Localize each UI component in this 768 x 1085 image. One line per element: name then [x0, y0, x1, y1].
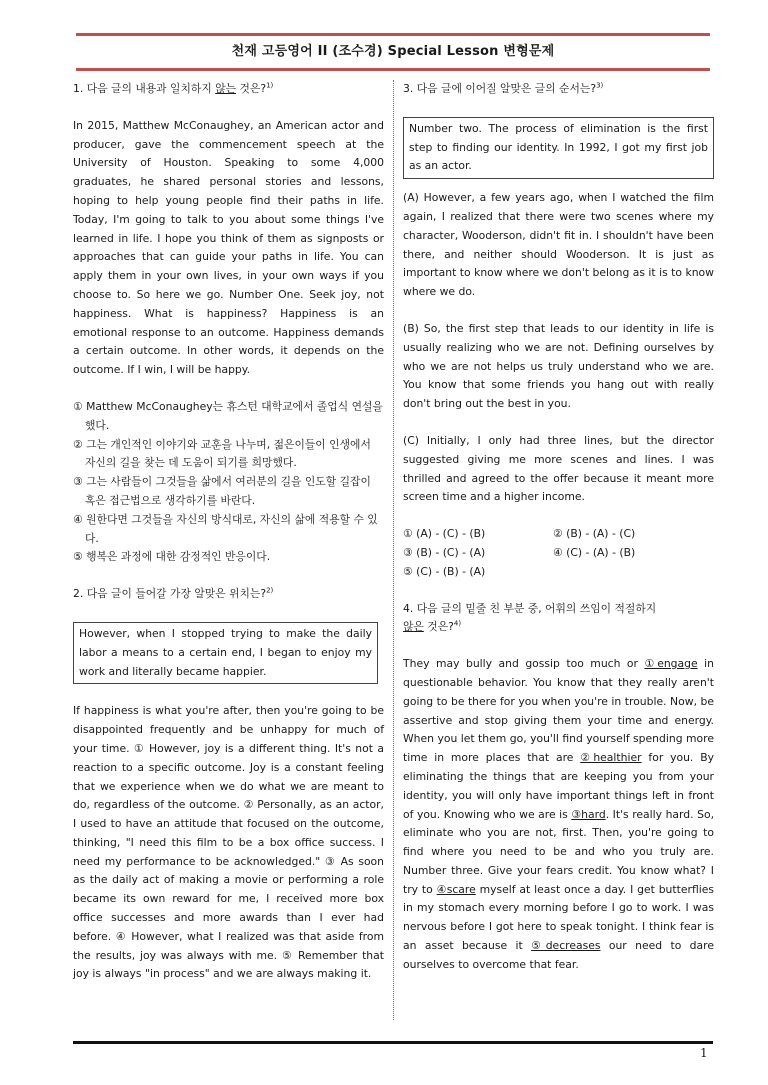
q4-underlined-1: ①engage [644, 657, 698, 671]
q1-option-5: ⑤ 행복은 과정에 대한 감정적인 반응이다. [73, 550, 271, 564]
q4-prompt-underlined: 않은 [403, 620, 424, 634]
q1-prompt-text: 1. 다음 글의 내용과 일치하지 [73, 82, 216, 95]
q3-option-3: ③ (B) - (C) - (A) [403, 545, 486, 559]
q1-passage: In 2015, Matthew McConaughey, an American actor and producer, gave the commencement speech at the University of Houston. Speaking to some 4,000 graduates, he shared personal stories and lessons, hoping to help young people find their paths in life. Today, I'm going to talk to you about some things I've learned in life. I hope you think of them as signposts or approaches that can guide your paths in life. You can apply them in your own lives, in your own ways if you choose to. So here we go. Number One. Seek joy, not happiness. What is happiness? Happiness is an emotional response to an outcome. Happiness demands a certain outcome. In other words, it depends on the outcome. If I win, I will be happy. [73, 118, 384, 377]
q4-text-4: . It's really hard. So, eliminate who you are not, first. Then, you're going to find where you need to be and who you truly are. Number three. Give your fears credit. You know what? I try to [403, 807, 715, 896]
q1-option-3: ③ 그는 사람들이 그것들을 삶에서 여러분의 길을 인도할 길잡이 혹은 접근법으로 생각하기를 바란다. [73, 475, 371, 507]
q3-paragraph-c: (C) Initially, I only had three lines, but the director suggested giving me more scenes and lines. I was thrilled and agreed to the offer because it meant more screen time and a higher income. [403, 433, 714, 504]
column-divider [393, 80, 394, 1020]
q1-prompt [73, 80, 384, 99]
q4-text-2: in questionable behavior. You know that they really aren't going to be there for you when you're in trouble. Now, be assertive and stop giving them your time and energy. When you let them go, you'll find yourself spending more time in more places that are [403, 657, 714, 765]
q4-text-1: They may bully and gossip too much or [403, 657, 645, 671]
q2-prompt [73, 585, 384, 604]
q1-option-2: ② 그는 개인적인 이야기와 교훈을 나누며, 젊은이들이 인생에서 자신의 길을 찾는 데 도움이 되기를 희망했다. [73, 437, 371, 470]
q4-text-6: our need to dare ourselves to overcome that fear. [403, 939, 714, 971]
q4-text-5: myself at least once a day. I get butterflies in my stomach every morning before I go to work. I was nervous before I got here to speak tonight. I think fear is an asset because it [403, 882, 715, 953]
q3-options [403, 525, 714, 581]
q4-underlined-2: ②healthier [580, 751, 642, 765]
q1-prompt-tail: 것은? [236, 82, 267, 95]
q2-prompt-text: 2. 다음 글이 들어갈 가장 알맞은 위치는? [73, 587, 267, 601]
q3-option-5: ⑤ (C) - (B) - (A) [403, 564, 486, 578]
page-number: 1 [700, 1046, 708, 1060]
q3-prompt [403, 80, 714, 99]
left-column [73, 80, 384, 984]
q3-paragraph-a: (A) However, a few years ago, when I watched the film again, I realized that there were two scenes where my character, Wooderson, didn't fit in. I shouldn't have been there, and neither should Wooderson. It is just as important to know where we don't belong as it is to know where we do. [403, 191, 714, 299]
q3-option-4: ④ (C) - (A) - (B) [553, 545, 636, 559]
q4-prompt-tail: 것은? [423, 620, 454, 634]
q3-option-1: ① (A) - (C) - (B) [403, 527, 486, 541]
q4-underlined-3: ③hard [571, 807, 606, 821]
header-bottom-rule [76, 68, 710, 71]
footer-rule [73, 1041, 713, 1044]
q1-option-1: ① Matthew McConaughey는 휴스턴 대학교에서 졸업식 연설을 했다. [73, 399, 383, 432]
q3-paragraph-b: (B) So, the first step that leads to our identity in life is usually realizing who we are not. Defining ourselves by who we are not helps us truly understand who we are. You know that some friends you hang out with really don't bring out the best in you. [403, 321, 714, 411]
q4-underlined-4: ④scare [436, 882, 476, 896]
q2-footnote-ref: 2) [266, 586, 274, 595]
q1-footnote-ref: 1) [266, 81, 274, 90]
q4-prompt [403, 600, 714, 638]
q4-prompt-text: 4. 다음 글의 밑줄 친 부분 중, 어휘의 쓰임이 적절하지 [403, 601, 657, 615]
q2-passage: If happiness is what you're after, then you're going to be disappointed frequently and be unhappy for much of your time. ① However, joy is a different thing. It's not a reaction to a specific outcome. Joy is a constant feeling that we experience when we do what we are meant to do, regardless of the outcome. ② Personally, as an actor, I used to have an attitude that focused on the outcome, thinking, "I need this film to be a box office success. I need my performance to be acknowledged." ③ As soon as the daily act of making a movie or performing a role became its own reward for me, I received more box office successes and more awards than I ever had before. ④ However, what I realized was that aside from the results, joy was always with me. ⑤ Remember that joy is always "in process" and we are always making it. [73, 704, 384, 981]
page-title: 천재 고등영어 II (조수경) Special Lesson 변형문제 [231, 44, 555, 59]
q4-footnote-ref: 4) [453, 619, 462, 628]
q3-footnote-ref: 3) [596, 81, 604, 90]
header-top-rule [76, 33, 710, 36]
q4-passage [403, 655, 714, 975]
q4-underlined-5: ⑤decreases [531, 939, 601, 953]
q3-given-box: Number two. The process of elimination is the first step to finding our identity. In 1992, I got my first job as an actor. [403, 117, 714, 179]
right-column [403, 80, 714, 975]
q2-insert-box: However, when I stopped trying to make the daily labor a means to a certain end, I began to enjoy my work and literally became happier. [73, 622, 378, 684]
q1-option-4: ④ 원한다면 그것들을 자신의 방식대로, 자신의 삶에 적용할 수 있다. [73, 512, 378, 545]
q1-prompt-underlined: 않는 [215, 82, 237, 95]
q4-text-3: for you. By eliminating the things that are keeping you from your identity, you will only have important things left in front of you. Knowing who we are is [403, 751, 714, 821]
q3-prompt-text: 3. 다음 글에 이어질 알맞은 글의 순서는? [403, 82, 597, 95]
q3-option-2: ② (B) - (A) - (C) [553, 527, 636, 541]
